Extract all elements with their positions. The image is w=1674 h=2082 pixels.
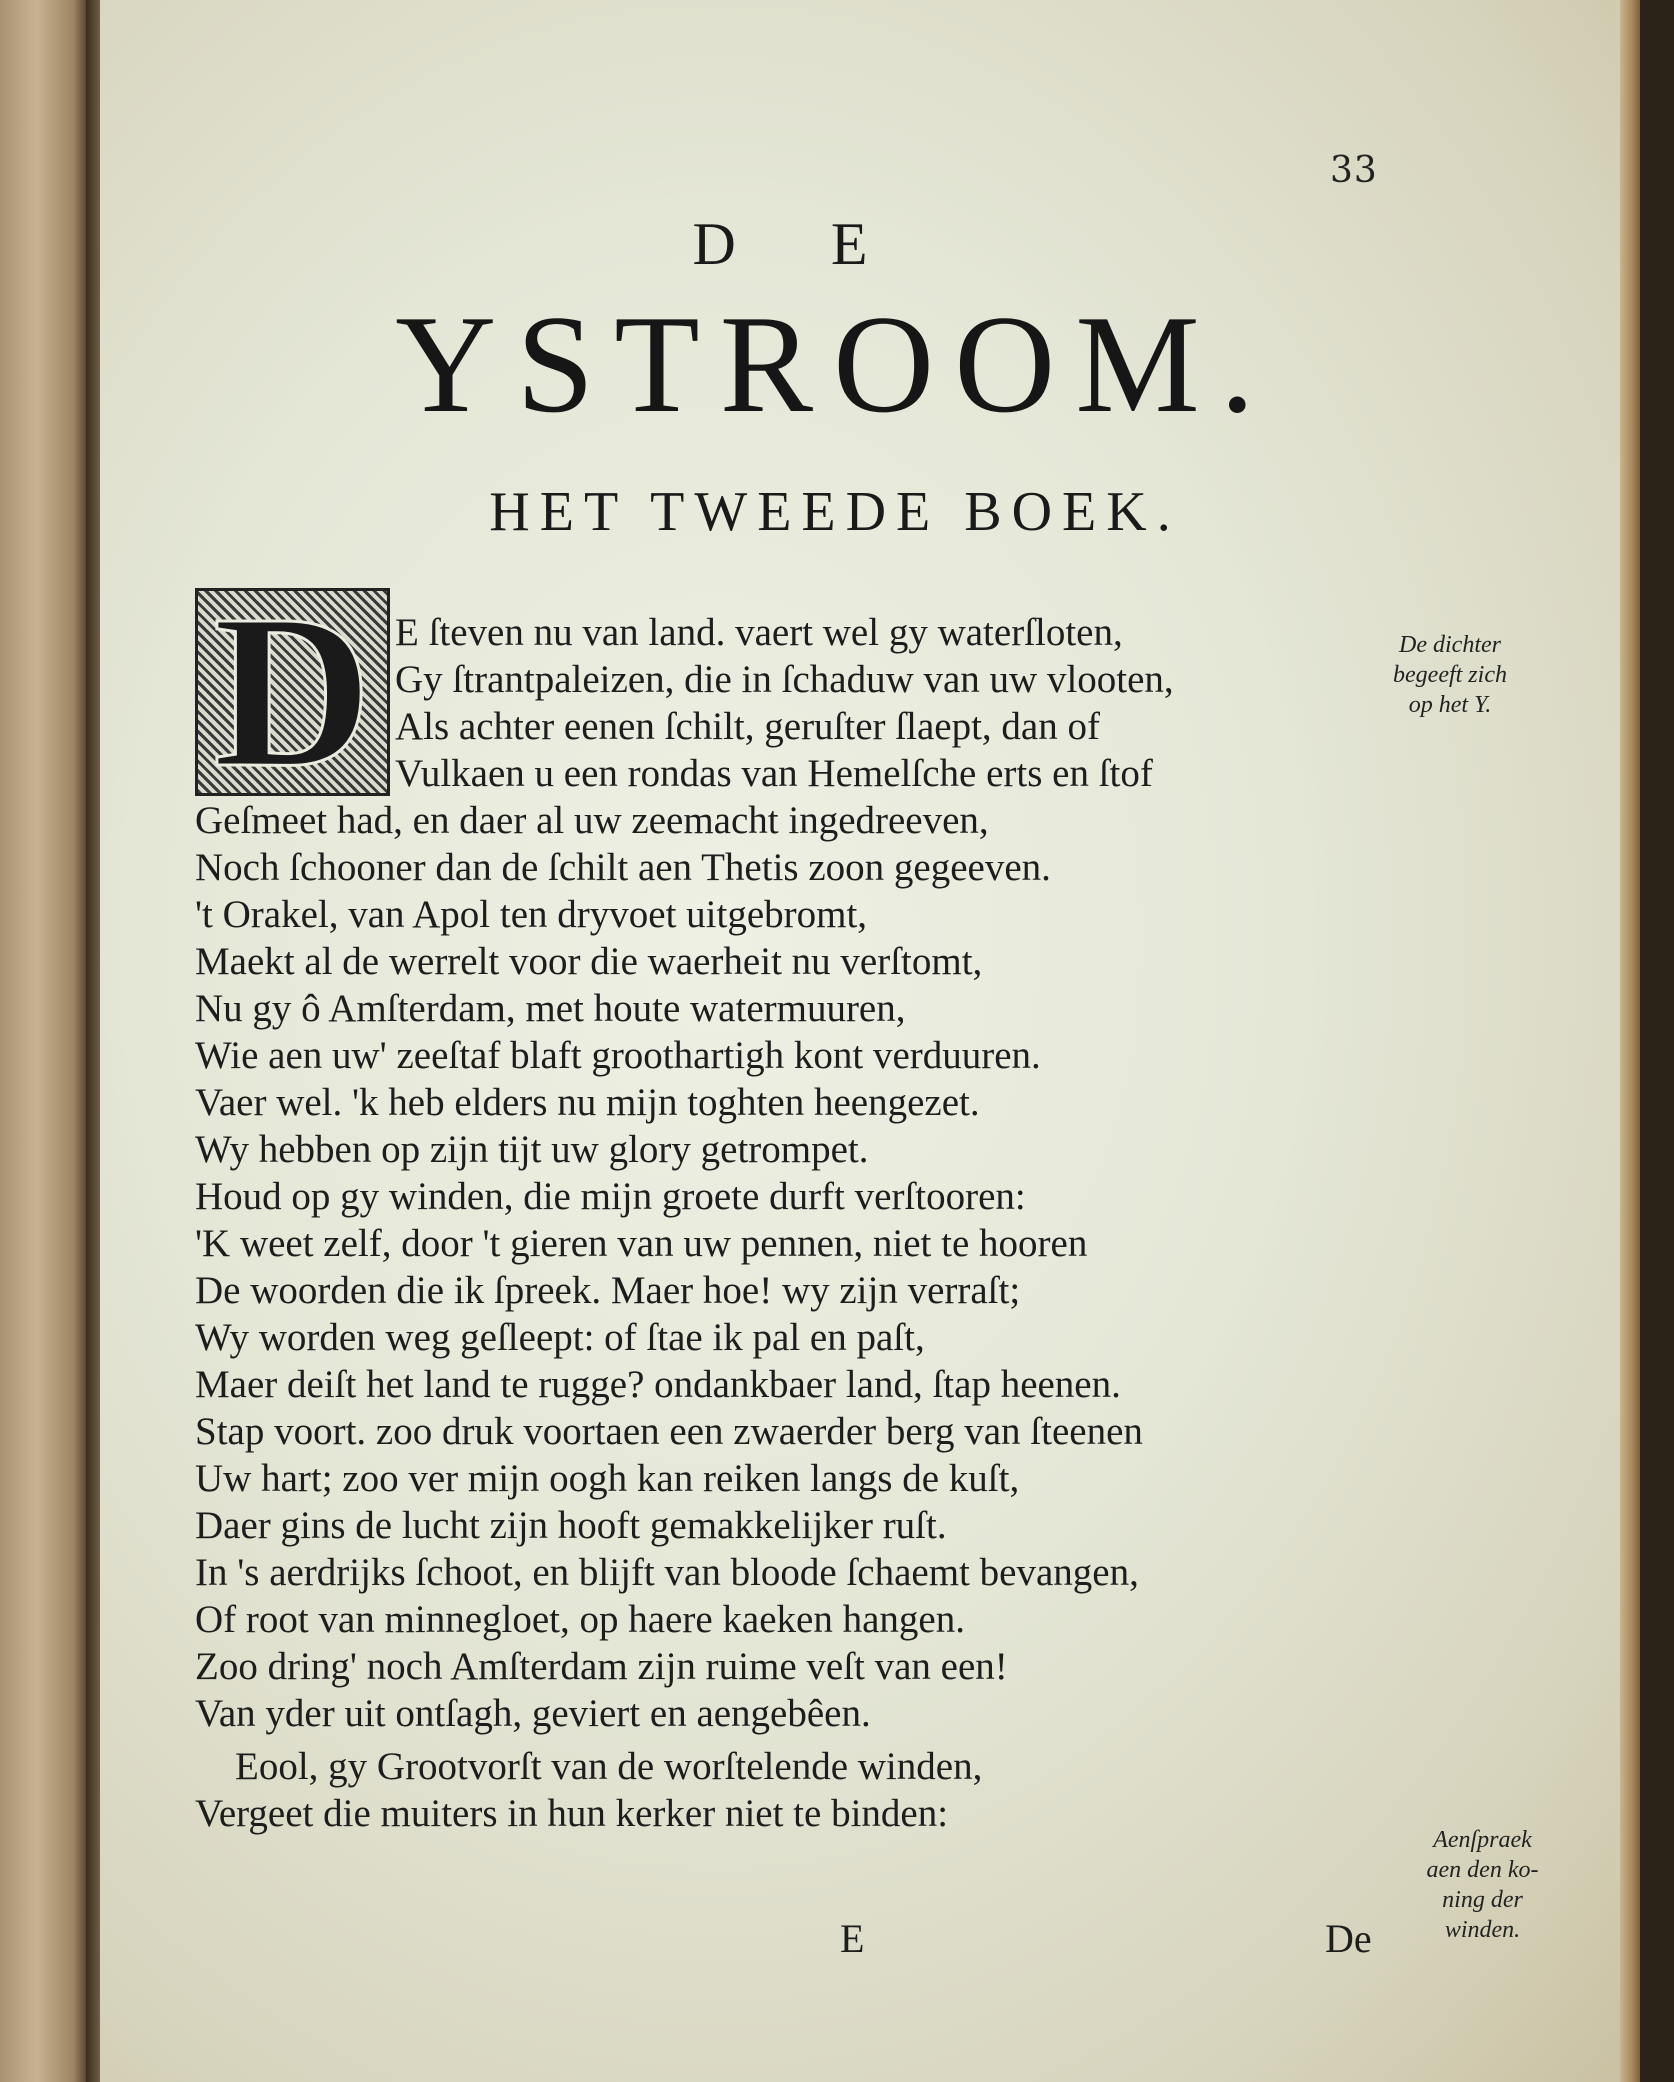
- poem-line: 'K weet zelf, door 't gieren van uw pennen, niet te hooren: [195, 1222, 1088, 1265]
- book-page: [100, 0, 1640, 2082]
- margin-note-line: aen den ko-: [1426, 1857, 1539, 1883]
- margin-note-line: winden.: [1444, 1917, 1521, 1943]
- page-edge: [1620, 0, 1640, 2082]
- poem-line: E ſteven nu van land. vaert wel gy waterſloten,: [395, 611, 1123, 654]
- poem-line: Vulkaen u een rondas van Hemelſche erts en ſtof: [395, 752, 1153, 795]
- poem-line: Zoo dring' noch Amſterdam zijn ruime veſt van een!: [195, 1645, 1008, 1688]
- poem-line: Noch ſchooner dan de ſchilt aen Thetis zoon gegeeven.: [195, 846, 1051, 889]
- page-title: YSTROOM.: [395, 287, 1275, 442]
- poem-line: Vaer wel. 'k heb elders nu mijn toghten heengezet.: [195, 1081, 980, 1124]
- margin-note-line: op het Y.: [1408, 692, 1492, 718]
- poem-line: In 's aerdrijks ſchoot, en blijft van bloode ſchaemt bevangen,: [195, 1551, 1139, 1594]
- poem-line: Of root van minnegloet, op haere kaeken hangen.: [195, 1598, 965, 1641]
- margin-note-line: begeeft zich: [1393, 662, 1507, 688]
- poem-line: Stap voort. zoo druk voortaen een zwaerder berg van ſteenen: [195, 1410, 1143, 1453]
- poem-line: Maer deiſt het land te rugge? ondankbaer land, ſtap heenen.: [195, 1363, 1121, 1406]
- signature-mark: E: [840, 1916, 865, 1961]
- margin-note-line: De dichter: [1399, 632, 1501, 658]
- poem-line: De woorden die ik ſpreek. Maer hoe! wy zijn verraſt;: [195, 1269, 1021, 1312]
- margin-note-line: Aenſpraek: [1433, 1827, 1532, 1853]
- left-page-edge: [0, 0, 92, 2082]
- margin-note-line: ning der: [1442, 1887, 1523, 1913]
- poem-line: Daer gins de lucht zijn hooft gemakkelijker ruſt.: [195, 1504, 947, 1547]
- margin-note-address: [1400, 1825, 1565, 1945]
- catchword: De: [1325, 1916, 1372, 1961]
- poem-line: Wie aen uw' zeeſtaf blaft groothartigh kont verduuren.: [195, 1034, 1041, 1077]
- decorated-initial: [195, 588, 390, 796]
- page-number: 33: [1330, 150, 1378, 191]
- poem-line: Houd op gy winden, die mijn groete durft verſtooren:: [195, 1175, 1026, 1218]
- poem-line: Geſmeet had, en daer al uw zeemacht ingedreeven,: [195, 799, 989, 842]
- poem-line: Van yder uit ontſagh, geviert en aengebêen.: [195, 1692, 871, 1735]
- poem-line: Wy hebben op zijn tijt uw glory getrompet.: [195, 1128, 869, 1171]
- poem-line: Vergeet die muiters in hun kerker niet te binden:: [195, 1792, 949, 1835]
- poem-line: Maekt al de werrelt voor die waerheit nu verſtomt,: [195, 940, 983, 983]
- poem-line: Uw hart; zoo ver mijn oogh kan reiken langs de kuſt,: [195, 1457, 1020, 1500]
- poem-line: Gy ſtrantpaleizen, die in ſchaduw van uw vlooten,: [395, 658, 1174, 701]
- poem-line: Nu gy ô Amſterdam, met houte watermuuren,: [195, 987, 906, 1030]
- book-subtitle: HET TWEEDE BOEK.: [489, 481, 1181, 543]
- poem-line: Als achter eenen ſchilt, geruſter ſlaept, dan of: [395, 705, 1100, 748]
- poem-line: 't Orakel, van Apol ten dryvoet uitgebromt,: [195, 893, 868, 936]
- title-article: D E: [692, 211, 908, 277]
- poem-line: Wy worden weg geſleept: of ſtae ik pal en paſt,: [195, 1316, 925, 1359]
- poem-line: Eool, gy Grootvorſt van de worſtelende winden,: [235, 1745, 983, 1788]
- drop-cap-letter: D: [213, 588, 372, 796]
- margin-note-poet: [1355, 630, 1545, 720]
